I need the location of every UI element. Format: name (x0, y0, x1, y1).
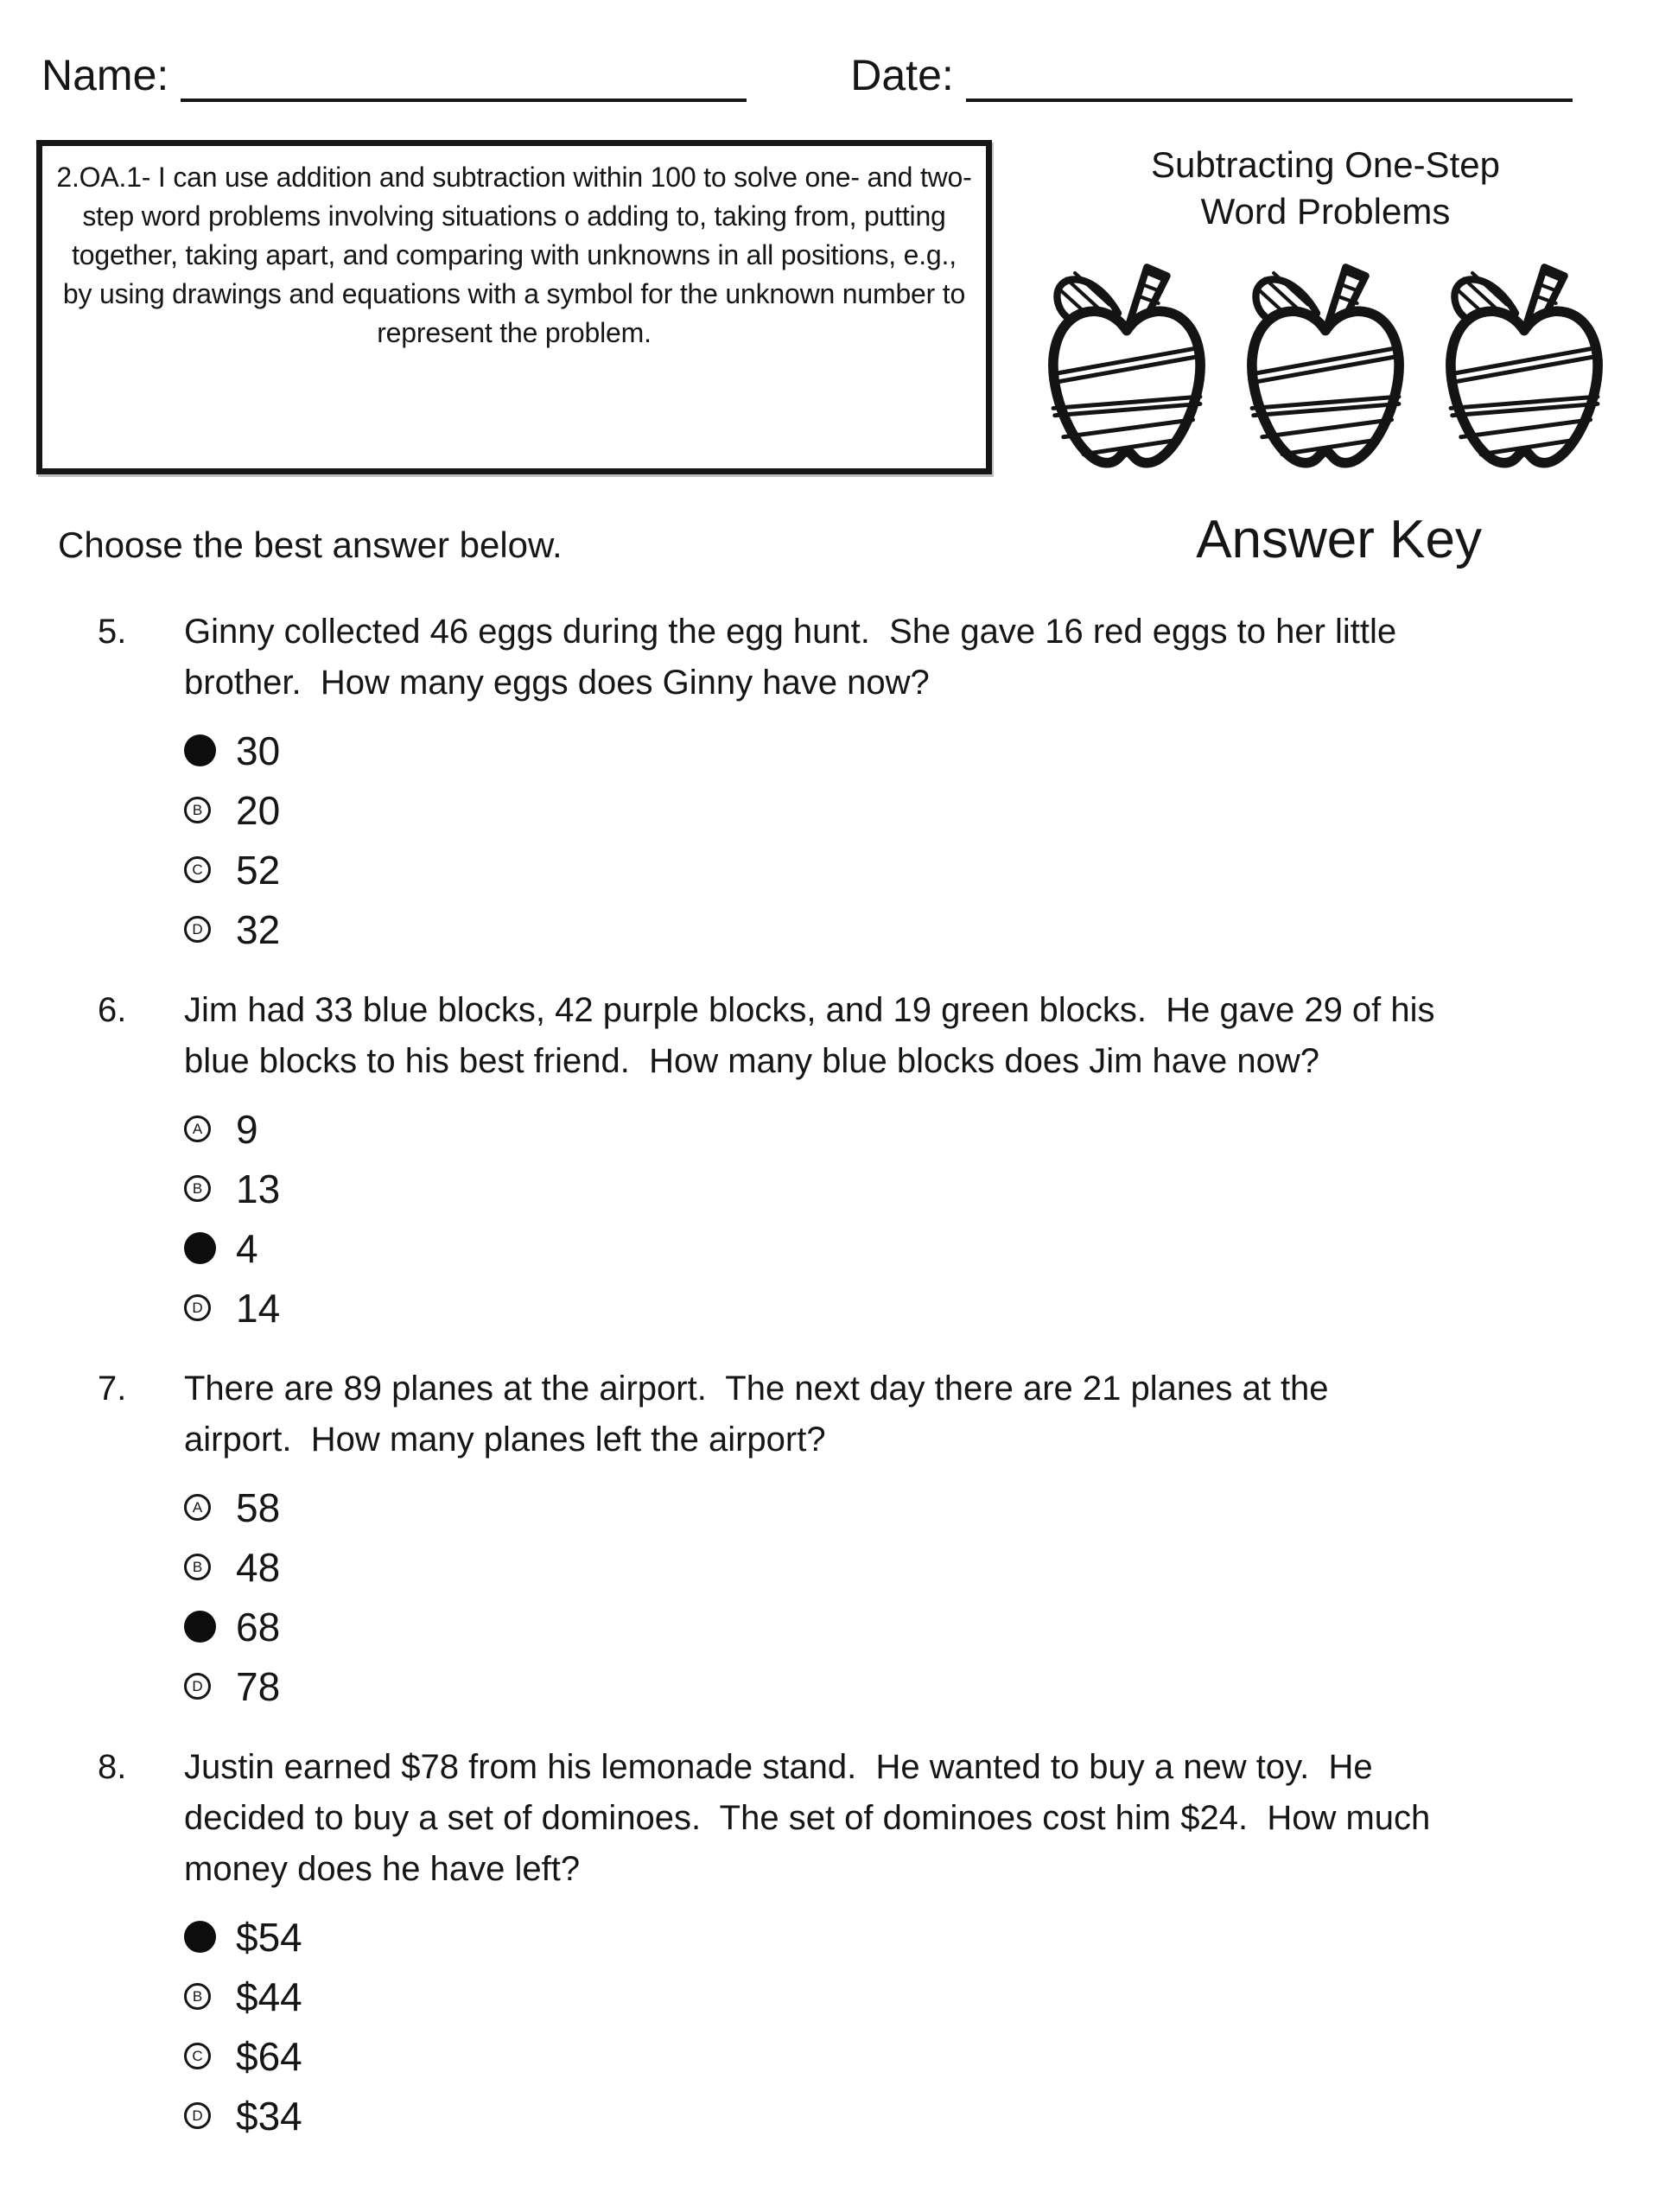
option-marker (184, 2043, 224, 2069)
option-letter-circle: D (184, 2102, 211, 2129)
answer-options (184, 1099, 1437, 1338)
answer-option (184, 2026, 1437, 2086)
option-value: $64 (236, 2033, 302, 2079)
answer-option (184, 1278, 1437, 1338)
answer-option (184, 1159, 1437, 1218)
option-letter-circle: D (184, 1673, 211, 1700)
apple-decorations (1040, 256, 1611, 474)
option-letter-circle: A (184, 1494, 211, 1521)
option-marker (184, 1175, 224, 1202)
option-value: 68 (236, 1604, 281, 1649)
answer-key-label: Answer Key (1196, 510, 1482, 569)
answer-option (184, 1967, 1437, 2026)
answer-option (184, 840, 1437, 899)
option-value: $34 (236, 2093, 302, 2139)
filled-answer-dot (184, 1921, 216, 1953)
option-marker (184, 2102, 224, 2129)
option-value: 20 (236, 787, 281, 833)
name-blank-line (181, 50, 747, 102)
answer-option (184, 1537, 1437, 1597)
option-marker (184, 1232, 224, 1264)
option-marker (184, 916, 224, 943)
option-letter-circle: B (184, 1983, 211, 2010)
answer-option (184, 780, 1437, 840)
instructions-text: Choose the best answer below. (58, 524, 563, 565)
filled-answer-dot (184, 734, 216, 766)
answer-option (184, 1656, 1437, 1716)
apple-doodle-icon (1438, 256, 1611, 474)
option-letter-circle: B (184, 1554, 211, 1580)
option-marker (184, 1116, 224, 1142)
header-row (0, 0, 1659, 102)
option-letter-circle: C (184, 2043, 211, 2069)
option-value: 14 (236, 1285, 281, 1331)
option-marker (184, 1494, 224, 1521)
option-value: 52 (236, 847, 281, 893)
option-value: 13 (236, 1166, 281, 1211)
standard-box (36, 140, 992, 474)
apple-doodle-icon (1239, 256, 1412, 474)
date-label: Date: (850, 51, 954, 99)
option-value: $54 (236, 1914, 302, 1960)
question-body (184, 985, 1445, 1338)
question-item (98, 1742, 1573, 2145)
worksheet-title (1151, 142, 1500, 235)
option-marker (184, 797, 224, 823)
option-letter-circle: B (184, 1175, 211, 1202)
question-body (184, 1363, 1437, 1716)
option-marker (184, 856, 224, 883)
answer-option (184, 1478, 1437, 1537)
option-letter-circle: A (184, 1116, 211, 1142)
option-marker (184, 1983, 224, 2010)
question-number: 8. (98, 1748, 127, 1786)
option-letter-circle: D (184, 1294, 211, 1321)
question-number: 6. (98, 991, 127, 1029)
answer-option (184, 2086, 1437, 2145)
question-text: Ginny collected 46 eggs during the egg hunt. She gave 16 red eggs to her little brother. How many eggs does Ginny have now? (184, 613, 1407, 702)
apple-doodle-icon (1040, 256, 1213, 474)
option-value: 48 (236, 1544, 281, 1590)
filled-answer-dot (184, 1232, 216, 1264)
title-line-2: Word Problems (1200, 191, 1451, 232)
option-marker (184, 734, 224, 766)
answer-option (184, 721, 1437, 780)
question-item (98, 607, 1573, 959)
question-body (184, 607, 1437, 959)
answer-options (184, 1478, 1437, 1716)
answer-option (184, 1907, 1437, 1967)
option-letter-circle: D (184, 916, 211, 943)
question-number: 7. (98, 1370, 127, 1408)
question-number: 5. (98, 613, 127, 651)
top-section (0, 140, 1659, 474)
option-marker (184, 1554, 224, 1580)
option-value: 9 (236, 1106, 258, 1152)
answer-option (184, 1099, 1437, 1159)
question-item (98, 985, 1573, 1338)
answer-options (184, 721, 1437, 959)
instruction-row (0, 509, 1659, 570)
option-marker (184, 1921, 224, 1953)
answer-option (184, 899, 1437, 959)
answer-options (184, 1907, 1437, 2145)
option-value: 58 (236, 1484, 281, 1530)
question-text: Justin earned $78 from his lemonade stand. He wanted to buy a new toy. He decided to buy a set of dominoes. The set of dominoes cost him $24. How much money does he have left? (184, 1748, 1440, 1888)
question-body (184, 1742, 1440, 2145)
date-blank-line (966, 50, 1573, 102)
option-value: $44 (236, 1974, 302, 2019)
name-label: Name: (41, 51, 169, 99)
question-text: Jim had 33 blue blocks, 42 purple blocks, and 19 green blocks. He gave 29 of his blue blocks to his best friend. How many blue blocks does Jim have now? (184, 991, 1445, 1080)
option-value: 78 (236, 1663, 281, 1709)
title-line-1: Subtracting One-Step (1151, 144, 1500, 185)
answer-option (184, 1597, 1437, 1656)
option-letter-circle: C (184, 856, 211, 883)
option-value: 30 (236, 728, 281, 773)
answer-option (184, 1218, 1437, 1278)
questions-list (0, 607, 1659, 2145)
title-column (992, 140, 1659, 474)
option-value: 32 (236, 906, 281, 952)
option-marker (184, 1611, 224, 1643)
option-value: 4 (236, 1225, 258, 1271)
option-letter-circle: B (184, 797, 211, 823)
question-text: There are 89 planes at the airport. The next day there are 21 planes at the airport. How many planes left the airport? (184, 1370, 1338, 1459)
question-item (98, 1363, 1573, 1716)
filled-answer-dot (184, 1611, 216, 1643)
option-marker (184, 1673, 224, 1700)
option-marker (184, 1294, 224, 1321)
standard-text: 2.OA.1- I can use addition and subtraction within 100 to solve one- and two-step word problems involving situations o adding to, taking from, putting together, taking apart, and comparing with unknowns in all positions, e.g., by using drawings and equations with a symbol for the unknown number to represent the problem. (56, 162, 972, 348)
